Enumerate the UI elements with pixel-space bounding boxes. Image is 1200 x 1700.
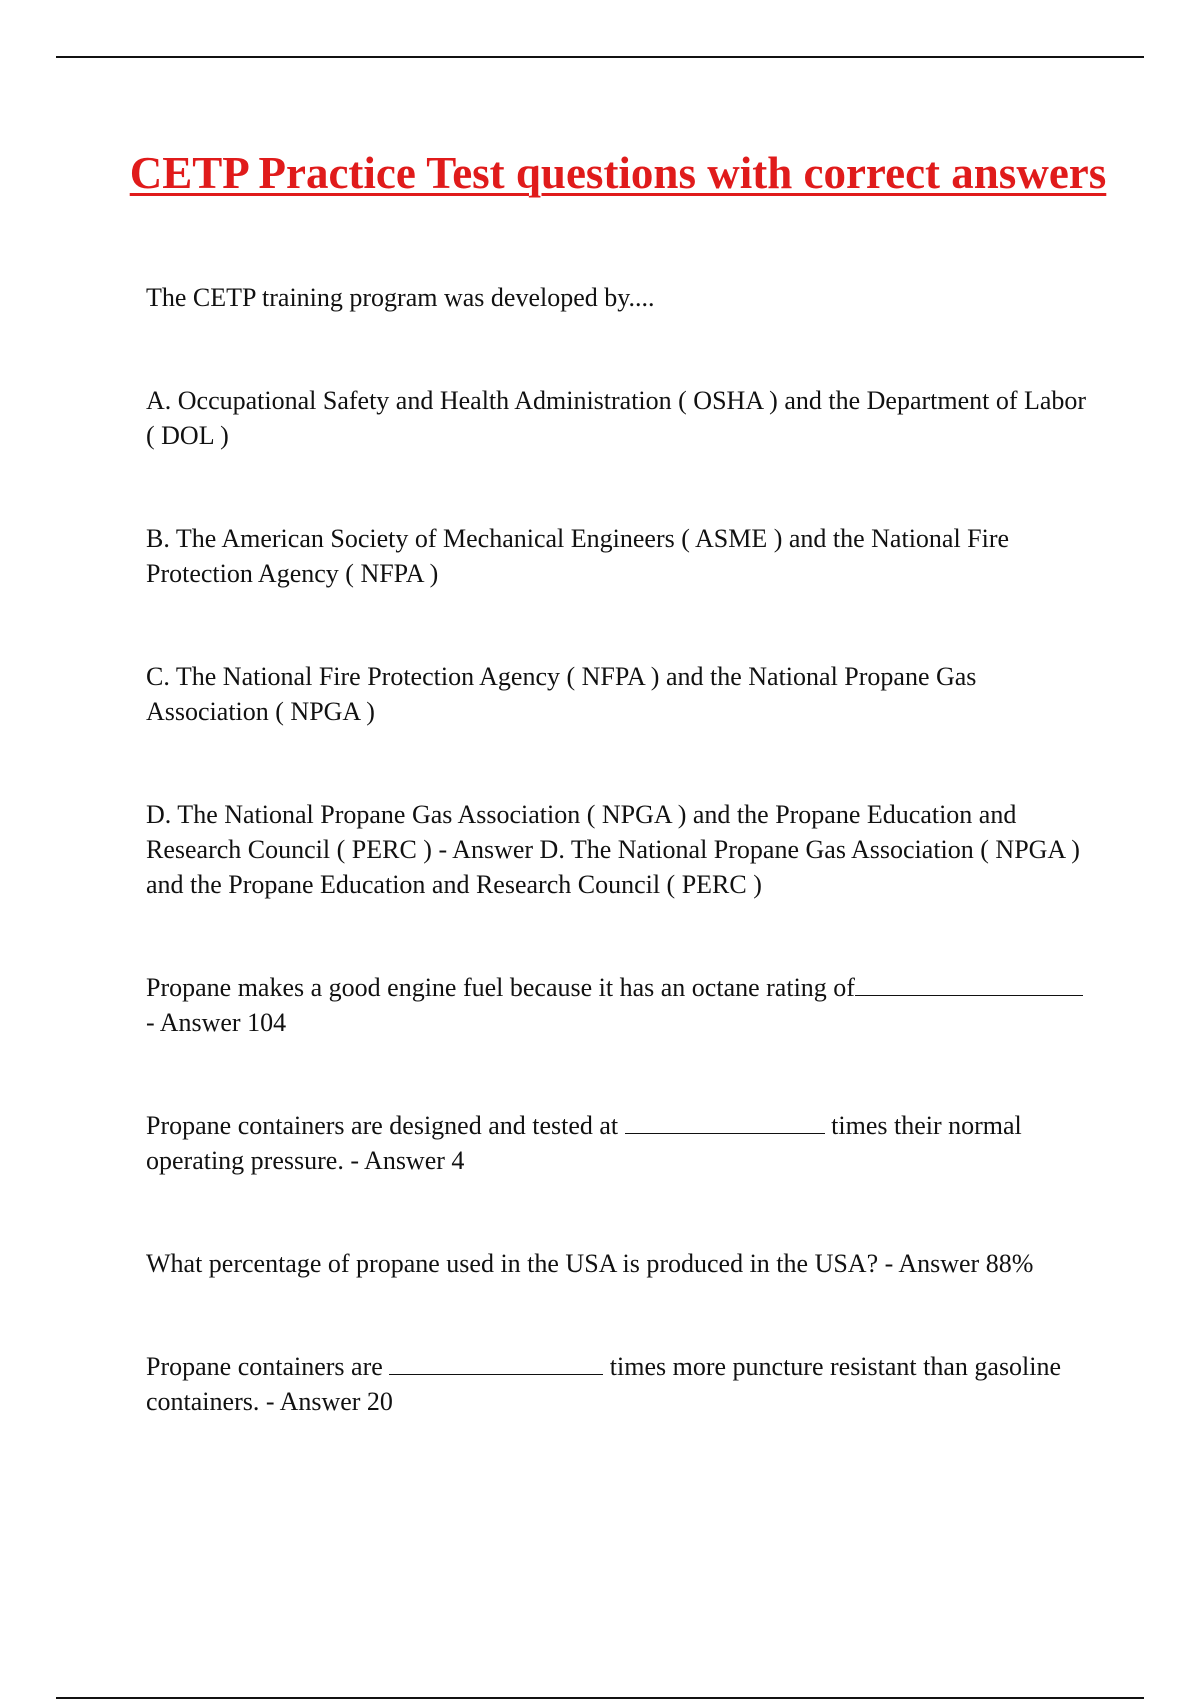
answer-blank	[855, 971, 1083, 996]
question-1: The CETP training program was developed by....	[146, 283, 655, 312]
question-1-option-c: C. The National Fire Protection Agency ( NFPA ) and the National Propane Gas Association ( NPGA )	[146, 662, 977, 726]
question-2	[146, 970, 1096, 1040]
question-1-option-b: B. The American Society of Mechanical Engineers ( ASME ) and the National Fire Protection Agency ( NFPA )	[146, 524, 1010, 588]
question-1-option-d-answer: D. The National Propane Gas Association ( NPGA ) and the Propane Education and Research Council ( PERC ) - Answer D. The National Propane Gas Association ( NPGA ) and the Propane Education and Research Council ( PERC )	[146, 800, 1080, 899]
question-1-option-a: A. Occupational Safety and Health Administration ( OSHA ) and the Department of Labor ( DOL )	[146, 386, 1087, 450]
question-2-suffix: - Answer 104	[146, 1008, 287, 1037]
question-4: What percentage of propane used in the USA is produced in the USA? - Answer 88%	[146, 1249, 1034, 1278]
question-5	[146, 1349, 1096, 1419]
document-body	[146, 280, 1096, 1419]
question-5-prefix: Propane containers are	[146, 1352, 390, 1381]
answer-blank	[389, 1350, 603, 1375]
question-3-prefix: Propane containers are designed and tested at	[146, 1111, 625, 1140]
header-rule	[56, 56, 1144, 58]
question-5-suffix: times more puncture resistant than gasoline containers. - Answer 20	[146, 1352, 1062, 1416]
question-3-suffix: times their normal operating pressure. - Answer 4	[146, 1111, 1022, 1175]
answer-blank	[625, 1109, 825, 1134]
footer-rule	[56, 1697, 1144, 1699]
page-title: CETP Practice Test questions with correct answers	[129, 148, 1107, 198]
question-2-prefix: Propane makes a good engine fuel because it has an octane rating of	[146, 973, 855, 1002]
question-3	[146, 1108, 1096, 1178]
